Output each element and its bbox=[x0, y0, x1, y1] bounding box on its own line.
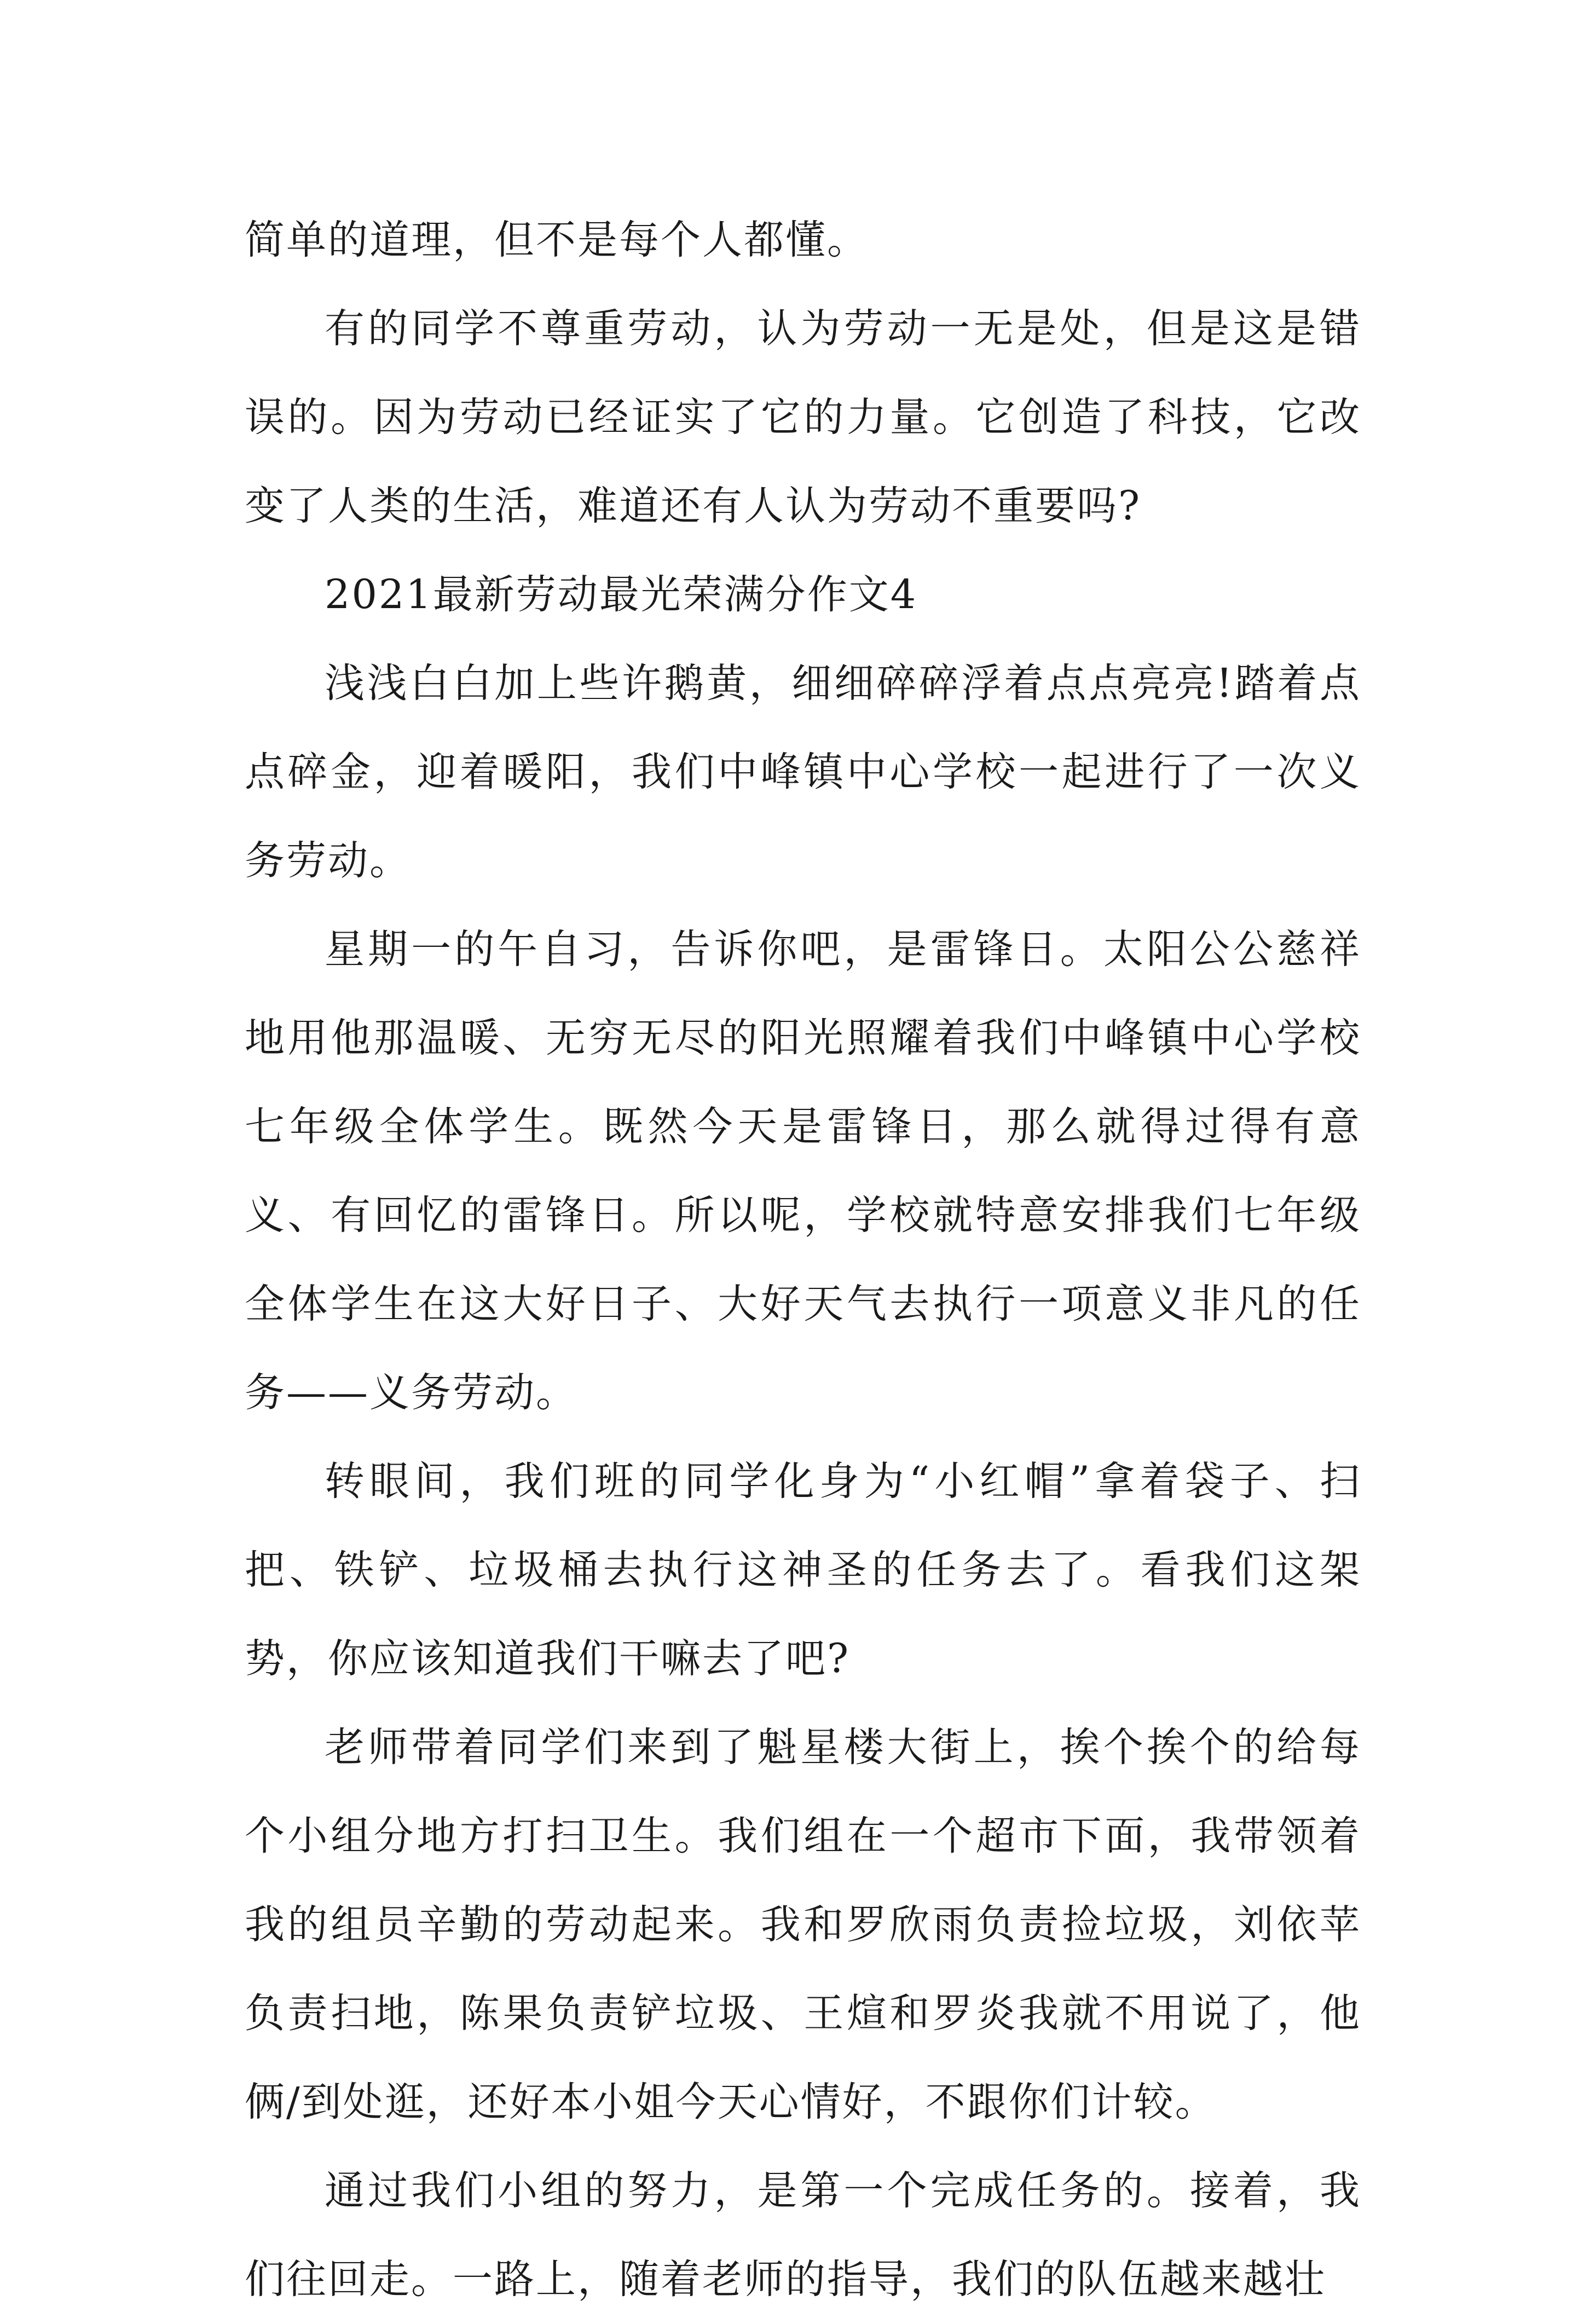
paragraph-2: 有的同学不尊重劳动，认为劳动一无是处，但是这是错误的。因为劳动已经证实了它的力量。它创造了科技，它改变了人类的生活，难道还有人认为劳动不重要吗? bbox=[245, 305, 1361, 529]
paragraph-5: 转眼间，我们班的同学化身为“小红帽”拿着袋子、扫把、铁铲、垃圾桶去执行这神圣的任务去了。看我们这架势，你应该知道我们干嘛去了吧? bbox=[245, 1458, 1361, 1682]
paragraph-6: 老师带着同学们来到了魁星楼大街上，挨个挨个的给每个小组分地方打扫卫生。我们组在一个超市下面，我带领着我的组员辛勤的劳动起来。我和罗欣雨负责捡垃圾，刘依苹负责扫地，陈果负责铲垃圾、王煊和罗炎我就不用说了，他俩/到处逛，还好本小姐今天心情好，不跟你们计较。 bbox=[245, 1724, 1361, 2125]
document-body bbox=[245, 196, 1361, 2324]
paragraph-4: 星期一的午自习，告诉你吧，是雷锋日。太阳公公慈祥地用他那温暖、无穷无尽的阳光照耀着我们中峰镇中心学校七年级全体学生。既然今天是雷锋日，那么就得过得有意义、有回忆的雷锋日。所以呢，学校就特意安排我们七年级全体学生在这大好日子、大好天气去执行一项意义非凡的任务——义务劳动。 bbox=[245, 926, 1361, 1416]
paragraph-3: 浅浅白白加上些许鹅黄，细细碎碎浮着点点亮亮!踏着点点碎金，迎着暖阳，我们中峰镇中心学校一起进行了一次义务劳动。 bbox=[245, 660, 1361, 884]
paragraph-1: 简单的道理，但不是每个人都懂。 bbox=[245, 217, 869, 263]
paragraph-7: 通过我们小组的努力，是第一个完成任务的。接着，我们往回走。一路上，随着老师的指导，我们的队伍越来越壮 bbox=[245, 2167, 1361, 2303]
section-heading: 2021最新劳动最光荣满分作文4 bbox=[325, 571, 918, 618]
